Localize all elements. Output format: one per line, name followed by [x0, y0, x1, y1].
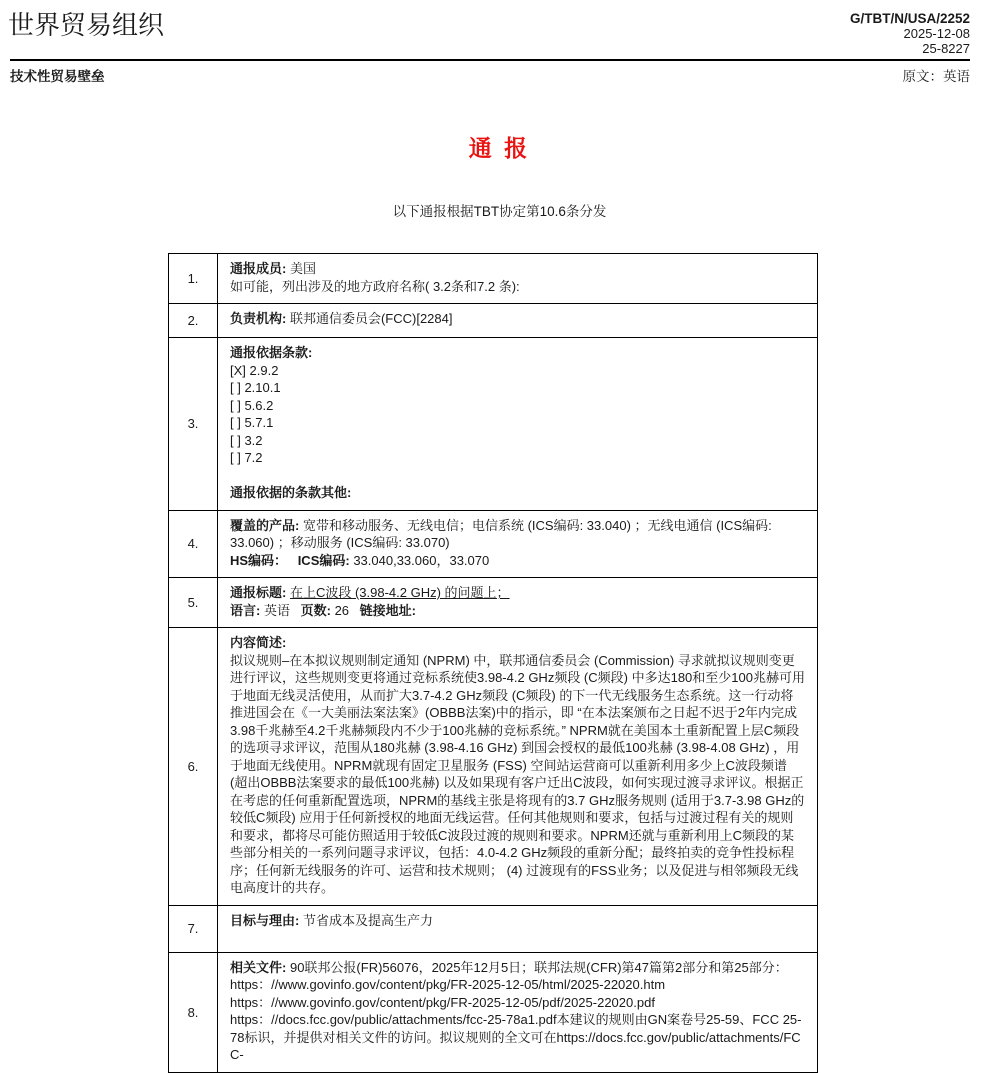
subheader: [0, 61, 999, 85]
article-checkbox: [ ] 2.10.1: [230, 380, 281, 395]
description-body: 拟议规则–在本拟议规则制定通知 (NPRM) 中，联邦通信委员会 (Commission) 寻求就拟议规则变更进行评议，这些规则变更将通过竞标系统使3.98-4.2 GHz频段 (C频段) 中多达180和至少100兆赫可用于地面无线灵活使用，从而扩大3.7-4.2 GHz频段 (C频段) 的下一代无线服务生态系统。这一行动将推进国会在《一大美丽法案法案》(OBBB法案)中的指示，即 “在本法案颁布之日起不迟于2年内完成3.98千兆赫至4.2千兆赫频段内不少于100兆赫的竞标系统。” NPRM就在美国本土重新配置上层C频段的选项寻求评议，范围从180兆赫 (3.98-4.16 GHz) 到国会授权的最低100兆赫 (3.98-4.08 GHz) ，用于地面无线使用。NPRM就现有固定卫星服务 (FSS) 空间站运营商可以重新利用多少上C波段频谱 (超出OBBB法案要求的最低100兆赫) 以及如果现有客户迁出C波段，如何实现过渡寻求评议。根据正在考虑的任何重新配置选项，NPRM的基线主张是将现有的3.7 GHz服务规则 (适用于3.7-3.98 GHz的较低C频段) 应用于任何新授权的地面无线运营。任何其他规则和要求，包括与过渡过程有关的规则和要求，都将尽可能仿照适用于较低C波段过渡的规则和要求。NPRM还就与重新利用上C频段的某些部分相关的一系列问题寻求评议，包括：4.0-4.2 GHz频段的重新分配；最终拍卖的竞争性投标程序；任何新无线服务的许可、运营和技术规则； (4) 过渡现有的FSS业务；以及促进与相邻频段无线电高度计的共存。: [230, 652, 805, 895]
organization-title: 世界贸易组织: [8, 10, 165, 40]
notified-under-cell: [218, 338, 818, 511]
article-checkbox: [ ] 7.2: [230, 450, 263, 465]
field-value: 节省成本及提高生产力: [302, 912, 433, 928]
language-label: 语言:: [230, 602, 261, 618]
row-number: 6.: [169, 628, 218, 906]
field-label: 负责机构:: [230, 311, 287, 326]
field-label: 内容简述:: [230, 635, 287, 650]
pages-label: 页数:: [300, 602, 331, 618]
table-row-2: [169, 304, 818, 338]
field-label: 覆盖的产品:: [230, 517, 300, 533]
original-language-label: 原文：英语: [902, 69, 970, 84]
field-value: 90联邦公报(FR)56076，2025年12月5日；联邦法规(CFR)第47篇第2部分和第25部分：: [289, 959, 788, 975]
row-number: 1.: [169, 254, 218, 304]
field-label: 相关文件:: [230, 959, 287, 975]
ics-codes-value: 33.040,33.060，33.070: [353, 552, 490, 568]
distribution-note: 以下通报根据TBT协定第10.6条分发: [392, 204, 607, 219]
products-covered-cell: [218, 510, 818, 578]
notification-title: 通 报: [468, 135, 531, 161]
description-cell: [218, 628, 818, 906]
document-url: https：//www.govinfo.gov/content/pkg/FR-2025-12-05/html/2025-22020.htm: [230, 977, 666, 992]
table-row-7: [169, 905, 818, 952]
measure-title-value: 在上C波段 (3.98-4.2 GHz) 的问题上；: [289, 585, 510, 600]
objective-cell: [218, 905, 818, 952]
document-url-text: https：//docs.fcc.gov/public/attachments/fcc-25-78a1.pdf本建议的规则由GN案卷号25-59、FCC 25-78标识，并提供对相关文件的访问。拟议规则的全文可在https://docs.fcc.gov/public/attachments/FCC-: [230, 1012, 802, 1062]
row-number: 2.: [169, 304, 218, 338]
link-label: 链接地址:: [359, 602, 417, 618]
table-row-3: [169, 338, 818, 511]
article-checkbox: [ ] 5.6.2: [230, 397, 274, 413]
document-symbol: G/TBT/N/USA/2252: [849, 11, 970, 26]
row-number: 8.: [169, 952, 218, 1072]
notification-table: [168, 253, 818, 1073]
article-checkbox: [X] 2.9.2: [230, 362, 279, 378]
notifying-member-cell: [218, 254, 818, 304]
table-row-5: [169, 578, 818, 628]
document-serial: 25-8227: [922, 41, 970, 56]
row-number: 5.: [169, 578, 218, 628]
relevant-documents-cell: [218, 952, 818, 1072]
document-date: 2025-12-08: [903, 26, 970, 41]
field-value: 美国: [289, 261, 316, 276]
field-value: 宽带和移动服务、无线电信；电信系统 (ICS编码: 33.040) ；无线电通信 (ICS编码: 33.060) ；移动服务 (ICS编码: 33.070): [230, 517, 772, 550]
field-label: 通报成员:: [230, 261, 287, 276]
ics-code-label: ICS编码:: [297, 552, 350, 568]
local-government-note: 如可能，列出涉及的地方政府名称( 3.2条和7.2 条):: [230, 278, 520, 294]
row-number: 3.: [169, 338, 218, 511]
field-value: 联邦通信委员会(FCC)[2284]: [289, 311, 453, 326]
table-row-8: [169, 952, 818, 1072]
field-label: 通报标题:: [230, 585, 287, 600]
row-number: 7.: [169, 905, 218, 952]
responsible-agency-cell: [218, 304, 818, 338]
language-value: 英语: [263, 602, 290, 618]
hs-code-label: HS编码：: [230, 552, 288, 568]
document-header: [0, 0, 999, 56]
row-number: 4.: [169, 510, 218, 578]
notification-title-cell: [218, 578, 818, 628]
table-row-6: [169, 628, 818, 906]
pages-value: 26: [334, 602, 350, 618]
article-checkbox: [ ] 5.7.1: [230, 415, 274, 430]
article-checkbox: [ ] 3.2: [230, 432, 263, 448]
spacer: [230, 467, 805, 485]
field-label: 目标与理由:: [230, 912, 300, 928]
table-row-1: [169, 254, 818, 304]
field-label: 通报依据的条款其他:: [230, 485, 352, 500]
document-url: https：//www.govinfo.gov/content/pkg/FR-2025-12-05/pdf/2025-22020.pdf: [230, 994, 655, 1010]
table-row-4: [169, 510, 818, 578]
field-label: 通报依据条款:: [230, 345, 313, 360]
document-meta: [850, 8, 970, 56]
committee-label: 技术性贸易壁垒: [10, 69, 105, 84]
